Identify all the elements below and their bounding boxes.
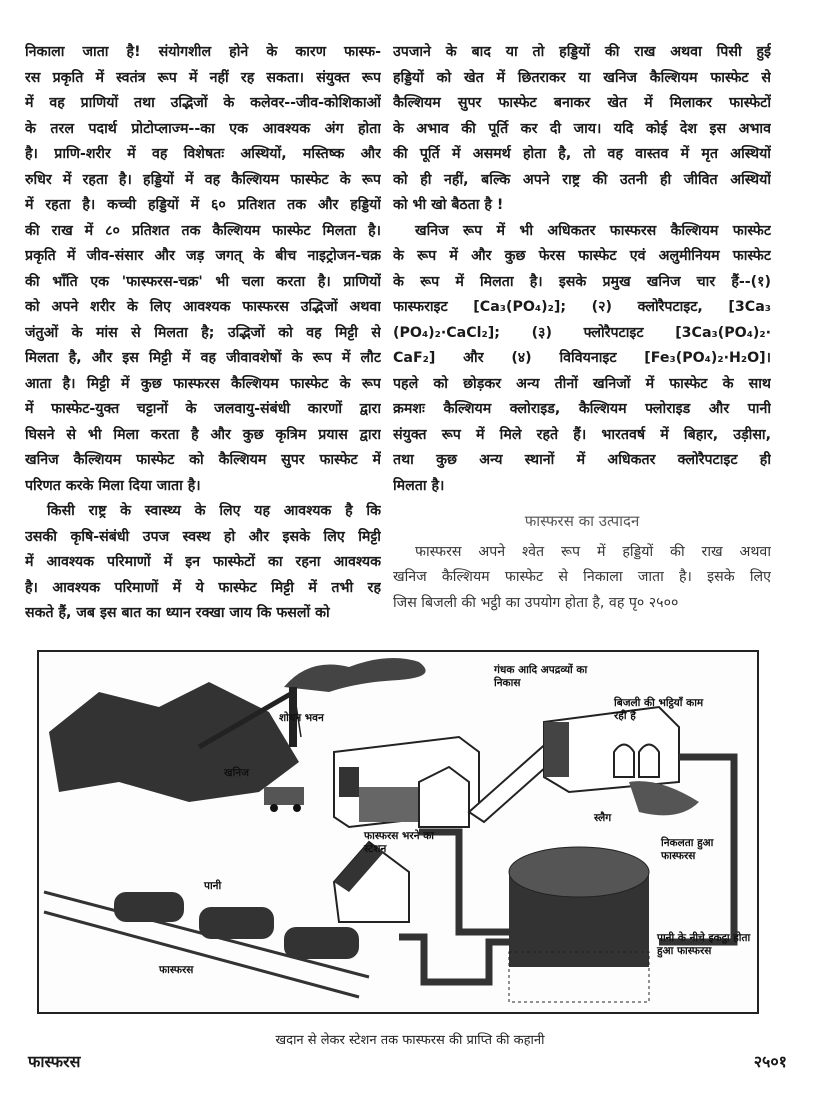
text-line: के अभाव की पूर्ति कर दी जाय। यदि कोई देश इस अभाव — [393, 120, 771, 137]
text-line: की भाँति एक 'फास्फरस-चक्र' भी चला करता है। प्राणियों — [25, 273, 381, 290]
text-line: CaF₂] और (४) विवियनाइट [Fe₃(PO₄)₂·H₂O]। — [393, 350, 771, 366]
label-tank: पानी के नीचे इकट्ठा होता हुआ फास्फरस — [657, 932, 751, 957]
label-smoke: गंधक आदि अपद्रव्यों का निकास — [494, 664, 588, 689]
text-line: मिलता है, और इस मिट्टी में वह जीवावशेषों के रूप में लौट — [25, 350, 381, 366]
text-line: पहले को छोड़कर अन्य तीनों खनिजों में फास्फेट के साथ — [393, 375, 771, 392]
text-line: है। प्राणि-शरीर में वह विशेषतः अस्थियों, मस्तिष्क और — [25, 146, 381, 162]
text-line: किसी राष्ट्र के स्वास्थ्य के लिए यह आवश्यक है कि — [47, 503, 381, 519]
section-heading: फास्फरस का उत्पादन — [524, 512, 640, 530]
phosphorus-production-illustration — [37, 650, 759, 1014]
text-line: परिणत करके मिला दिया जाता है। — [25, 477, 201, 494]
text-line: क्रमशः कैल्शियम क्लोराइड, कैल्शियम फ्लोराइड और पानी — [393, 401, 771, 417]
text-line: मिलता है। — [393, 477, 445, 494]
text-line: है। आवश्यक परिमाणों में ये फास्फेट मिट्टी में तभी रह — [25, 579, 381, 596]
text-line: में आवश्यक परिमाणों में इन फास्फेटों का रहना आवश्यक — [25, 554, 381, 570]
label-water: पानी — [204, 880, 222, 892]
text-line: की राख में ८० प्रतिशत तक कैल्शियम फास्फेट मिलता है। — [25, 222, 381, 239]
text-line: रस प्रकृति में स्वतंत्र रूप में नहीं रह सकता। संयुक्त रूप — [25, 69, 381, 86]
mine-rocks — [49, 682, 299, 802]
text-line: निकाला जाता है! संयोगशील होने के कारण फास्फ- — [25, 44, 381, 60]
label-phosphorus: फास्फरस — [159, 964, 194, 976]
text-line: को ही नहीं, बल्कि अपने राष्ट्र की उतनी ही जीवित अस्थियों — [393, 171, 771, 188]
smoke — [284, 658, 426, 692]
text-line: संयुक्त रूप में मिले रहते हैं। भारतवर्ष में बिहार, उड़ीसा, — [393, 426, 771, 443]
tank-wagon — [284, 927, 359, 959]
text-line: के तरल पदार्थ प्रोटोप्लाज्म--का एक आवश्यक अंग होता — [25, 120, 381, 137]
text-line: के रूप में और कुछ फेरस फास्फेट एवं अलुमीनियम फास्फेट — [393, 248, 771, 264]
text-line: आता है। मिट्टी में कुछ फास्फरस कैल्शियम फास्फेट के रूप — [25, 375, 381, 392]
label-mineral: खनिज — [224, 767, 249, 779]
label-slag: स्लैग — [594, 812, 612, 824]
text-line: घिसने से भी मिला करता है और कुछ कृत्रिम प्रयास द्वारा — [25, 426, 381, 443]
text-line: उपजाने के बाद या तो हड्डियों की राख अथवा पिसी हुई — [393, 44, 771, 60]
running-title: फास्फरस — [28, 1052, 81, 1071]
label-outflow: निकलता हुआ फास्फरस — [661, 837, 714, 862]
tank-wagon — [114, 892, 184, 922]
text-line: सकते हैं, जब इस बात का ध्यान रक्खा जाय कि फसलों को — [25, 605, 330, 621]
text-line: जिस बिजली की भट्ठी का उपयोग होता है, वह पृ० २५०० — [393, 594, 679, 611]
label-refinery: शोधन भवन — [279, 712, 324, 724]
text-line: की पूर्ति में असमर्थ होता है, तो वह वास्तव में मृत अस्थियों — [393, 146, 771, 162]
text-line: उसकी कृषि-संबंधी उपज स्वस्थ हो और इसके लिए मिट्टी — [25, 528, 381, 545]
text-line: हड्डियों को खेत में छितराकर या खनिज कैल्शियम फास्फेट से — [393, 69, 771, 86]
figure-caption: खदान से लेकर स्टेशन तक फास्फरस की प्राप्ति की कहानी — [275, 1033, 545, 1048]
text-line: (PO₄)₂·CaCl₂]; (३) फ्लोरैपटाइट [3Ca₃(PO₄)₂· — [393, 324, 771, 341]
text-line: के रूप में मिलता है। इसके प्रमुख खनिज चार हैं--(१) — [393, 273, 771, 290]
text-line: प्रकृति में जीव-संसार और जड़ जगत् के बीच नाइट्रोजन-चक्र — [25, 248, 381, 264]
right-column — [393, 40, 771, 616]
label-furnace: बिजली की भट्ठियाँ काम रही हैं — [614, 697, 704, 722]
left-column — [25, 40, 381, 627]
text-line: खनिज रूप में भी अधिकतर फास्फरस कैल्शियम फास्फेट — [415, 222, 771, 239]
text-line: फास्फरस अपने श्वेत रूप में हड्डियों की राख अथवा — [415, 543, 771, 560]
label-station: फास्फरस भरने का स्टेशन — [364, 830, 434, 855]
text-line: में वह प्राणियों तथा उद्भिजों के कलेवर--जीव-कोशिकाओं — [25, 95, 381, 111]
text-line: में रहता है। कच्ची हड्डियों में ६० प्रतिशत तक और हड्डियों — [25, 197, 381, 213]
text-line: को अपने शरीर के लिए आवश्यक फास्फरस उद्भिजों अथवा — [25, 299, 381, 315]
page-number: २५०१ — [753, 1052, 787, 1071]
text-line: तथा कुछ अन्य स्थानों में अधिकतर क्लोरैपटाइट ही — [393, 452, 771, 468]
text-line: में फास्फेट-युक्त चट्टानों के जलवायु-संबंधी कारणों द्वारा — [25, 401, 381, 417]
text-line: जंतुओं के मांस से मिलता है; उद्भिजों को वह मिट्टी से — [25, 324, 381, 341]
text-line: रुधिर में रहता है। हड्डियों में वह कैल्शियम फास्फेट के रूप — [25, 171, 381, 188]
text-line: खनिज कैल्शियम फास्फेट से निकाला जाता है। इसके लिए — [393, 569, 771, 585]
slag-pile — [629, 781, 699, 815]
text-line: फास्फराइट [Ca₃(PO₄)₂]; (२) क्लोरैपटाइट, [3Ca₃ — [393, 299, 771, 315]
text-line: खनिज कैल्शियम फास्फेट को कैल्शियम सुपर फास्फेट में — [25, 452, 381, 468]
text-line: कैल्शियम सुपर फास्फेट बनाकर खेत में मिलाकर फास्फेटों — [393, 95, 771, 111]
truck — [264, 787, 304, 805]
text-line: को भी खो बैठता है ! — [393, 197, 504, 213]
tank-wagon — [199, 907, 274, 939]
